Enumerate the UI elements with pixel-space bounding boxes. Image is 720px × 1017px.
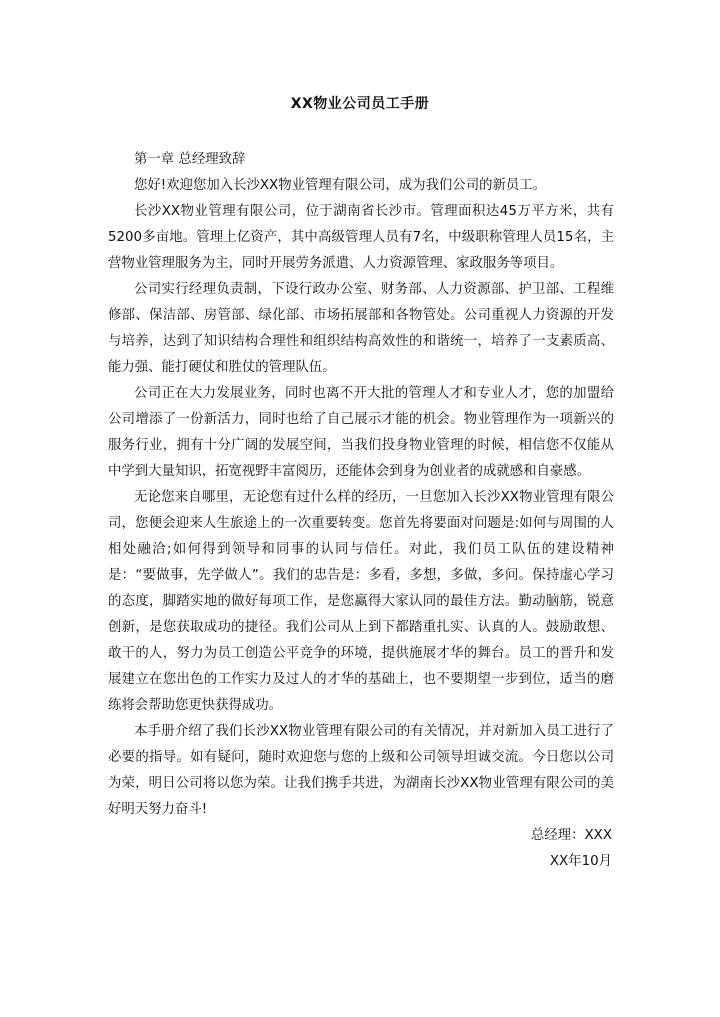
paragraph-advice: 无论您来自哪里，无论您有过什么样的经历，一旦您加入长沙XX物业管理有限公司，您便会迎来人生旅途上的一次重要转变。您首先将要面对问题是:如何与周围的人相处融洽;如何得到领导和同事的认同与信任。对此，我们员工队伍的建设精神是：“要做事，先学做人”。我们的忠告是：多看，多想，多做，多问。保持虚心学习的态度，脚踏实地的做好每项工作，是您赢得大家认同的最佳方法。勤动脑筋，锐意创新，是您获取成功的捷径。我们公司从上到下都踏重扎实、认真的人。鼓励敢想、敢干的人，努力为员工创造公平竞争的环境，提供施展才华的舞台。员工的晋升和发展建立在您出色的工作实力及过人的才华的基础上，也不要期望一步到位，适当的磨练将会帮助您更快获得成功。 (108, 490, 614, 713)
date-line: XX年10月 (549, 854, 612, 869)
paragraph-closing: 本手册介绍了我们长沙XX物业管理有限公司的有关情况，并对新加入员工进行了必要的指导。如有疑问，随时欢迎您与您的上级和公司领导坦诚交流。今日您以公司为荣，明日公司将以您为荣。让我们携手共进，为湖南长沙XX物业管理有限公司的美好明天努力奋斗! (108, 724, 614, 817)
document-title: XX物业公司员工手册 (290, 96, 430, 112)
document-body (108, 147, 614, 875)
paragraph-greeting: 您好!欢迎您加入长沙XX物业管理有限公司，成为我们公司的新员工。 (134, 178, 547, 193)
paragraph-organization: 公司实行经理负责制，下设行政办公室、财务部、人力资源部、护卫部、工程维修部、保洁部、房管部、绿化部、市场拓展部和各物管处。公司重视人力资源的开发与培养，达到了知识结构合理性和组织结构高效性的和谐统一，培养了一支素质高、能力强、能打硬仗和胜仗的管理队伍。 (108, 282, 614, 375)
paragraph-company-intro: 长沙XX物业管理有限公司，位于湖南省长沙市。管理面积达45万平方米，共有5200多亩地。管理上亿资产，其中高级管理人员有7名，中级职称管理人员15名，主营物业管理服务为主，同时开展劳务派遣、人力资源管理、家政服务等项目。 (108, 204, 614, 271)
paragraph-development: 公司正在大力发展业务，同时也离不开大批的管理人才和专业人才，您的加盟给公司增添了一份新活力，同时也给了自己展示才能的机会。物业管理作为一项新兴的服务行业，拥有十分广阔的发展空间，当我们投身物业管理的时候，相信您不仅能从中学到大量知识，拓宽视野丰富阅历，还能体会到身为创业者的成就感和自豪感。 (108, 386, 614, 479)
chapter-heading: 第一章 总经理致辞 (134, 152, 246, 167)
signature-line: 总经理：XXX (530, 828, 612, 843)
